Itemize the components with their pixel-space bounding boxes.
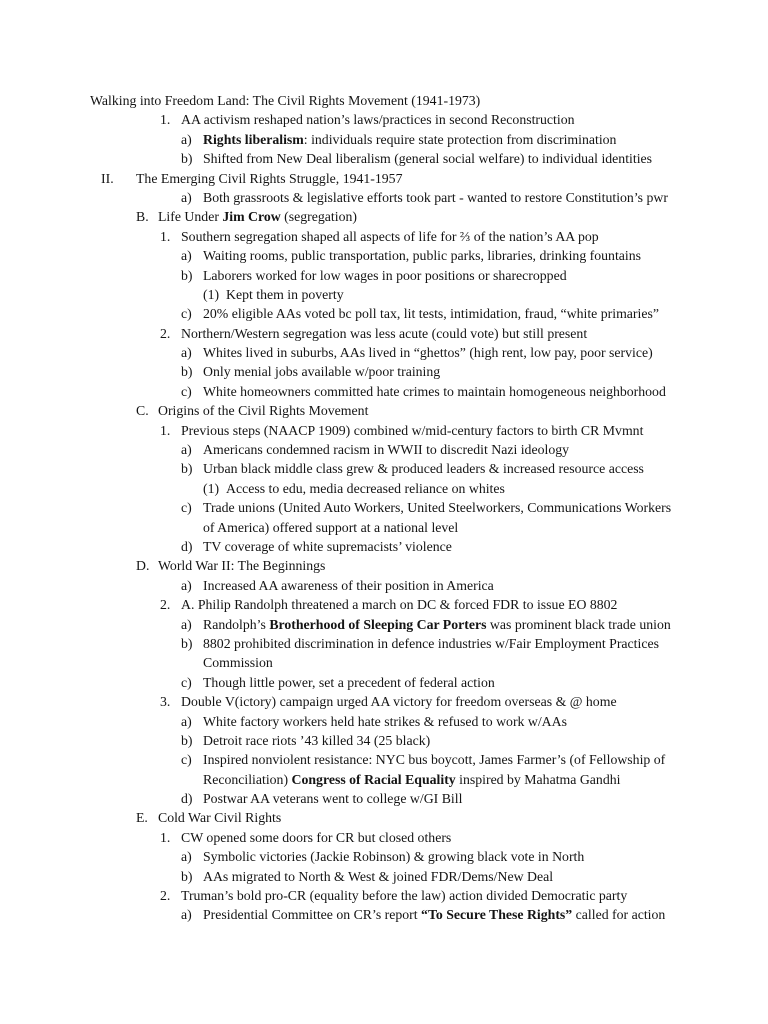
item-text: Both grassroots & legislative efforts took part - wanted to restore Constitution’s pwr — [203, 189, 668, 205]
outline-item — [0, 285, 768, 304]
item-marker: E. — [136, 810, 148, 826]
item-marker: d) — [181, 538, 193, 554]
item-marker: 1. — [160, 422, 171, 438]
item-marker: c) — [181, 500, 192, 516]
outline-item — [0, 867, 768, 886]
item-marker: a) — [181, 713, 192, 729]
item-marker: D. — [136, 558, 150, 574]
item-marker: 2. — [160, 325, 171, 341]
item-text: Urban black middle class grew & produced leaders & increased resource access — [203, 461, 644, 477]
item-marker: b) — [181, 151, 193, 167]
item-marker: c) — [181, 383, 192, 399]
outline-item — [0, 110, 768, 129]
item-marker: 2. — [160, 888, 171, 904]
item-marker: C. — [136, 403, 149, 419]
item-text-rest: was prominent black trade union — [486, 616, 671, 632]
item-text: Commission — [203, 655, 273, 671]
item-text-lead: Presidential Committee on CR’s report — [203, 907, 422, 923]
outline-item — [0, 692, 768, 711]
outline-item — [0, 905, 768, 924]
item-marker: c) — [181, 752, 192, 768]
item-text: Previous steps (NAACP 1909) combined w/mid-century factors to birth CR Mvmnt — [181, 422, 644, 438]
document-title-row — [0, 91, 768, 110]
subsection-heading: Origins of the Civil Rights Movement — [158, 403, 369, 419]
item-text — [203, 615, 671, 634]
item-marker: b) — [181, 461, 193, 477]
outline-item — [0, 421, 768, 440]
item-marker: b) — [181, 364, 193, 380]
item-text-rest: inspired by Mahatma Gandhi — [455, 771, 621, 787]
item-text-rest: (segregation) — [280, 209, 357, 225]
outline-item — [0, 188, 768, 207]
item-marker: c) — [181, 306, 192, 322]
item-text: Truman’s bold pro-CR (equality before the law) action divided Democratic party — [181, 888, 628, 904]
subsection-heading — [158, 207, 357, 226]
outline-item — [0, 595, 768, 614]
outline-item — [0, 886, 768, 905]
outline-item — [0, 847, 768, 866]
item-text-lead: Randolph’s — [203, 616, 270, 632]
outline-item — [0, 362, 768, 381]
document-title: Walking into Freedom Land: The Civil Rights Movement (1941-1973) — [90, 93, 481, 108]
outline-item — [0, 440, 768, 459]
outline-item — [0, 246, 768, 265]
item-text: Shifted from New Deal liberalism (general social welfare) to individual identities — [203, 151, 653, 167]
outline-item — [0, 343, 768, 362]
item-text: Americans condemned racism in WWII to discredit Nazi ideology — [203, 442, 570, 458]
item-marker: a) — [181, 849, 192, 865]
outline-item — [0, 207, 768, 226]
item-marker: d) — [181, 791, 193, 807]
item-text-rest: : individuals require state protection from discrimination — [303, 131, 617, 147]
item-marker: a) — [181, 616, 192, 632]
outline-item — [0, 227, 768, 246]
item-marker: a) — [181, 248, 192, 264]
item-text: White homeowners committed hate crimes to maintain homogeneous neighborhood — [203, 383, 666, 399]
item-text — [203, 130, 616, 149]
outline — [0, 91, 768, 925]
item-marker: a) — [181, 131, 192, 147]
outline-item — [0, 808, 768, 827]
item-marker: 2. — [160, 597, 171, 613]
outline-item — [0, 401, 768, 420]
outline-item — [0, 789, 768, 808]
outline-item — [0, 673, 768, 692]
item-text — [203, 905, 665, 924]
item-marker: b) — [181, 267, 193, 283]
item-text: Only menial jobs available w/poor training — [203, 364, 441, 380]
subsection-heading: Cold War Civil Rights — [158, 810, 282, 826]
item-text: Inspired nonviolent resistance: NYC bus boycott, James Farmer’s (of Fellowship of — [203, 752, 666, 768]
item-marker: (1) — [203, 480, 220, 496]
item-marker: b) — [181, 868, 193, 884]
item-text: 8802 prohibited discrimination in defence industries w/Fair Employment Practices — [203, 635, 659, 651]
item-marker: a) — [181, 345, 192, 361]
item-text: Northern/Western segregation was less acute (could vote) but still present — [181, 325, 588, 341]
item-marker: b) — [181, 732, 193, 748]
outline-item — [0, 324, 768, 343]
item-text: Detroit race riots ’43 killed 34 (25 black) — [203, 732, 431, 748]
item-text-lead: Life Under — [158, 209, 223, 225]
subsection-heading: World War II: The Beginnings — [158, 558, 326, 574]
item-marker: b) — [181, 635, 193, 651]
item-text: of America) offered support at a national level — [203, 519, 459, 535]
bold-term: Rights liberalism — [203, 131, 304, 147]
outline-item — [0, 712, 768, 731]
outline-item — [0, 556, 768, 575]
item-text: TV coverage of white supremacists’ violence — [203, 538, 452, 554]
item-marker: 3. — [160, 694, 171, 710]
item-marker: B. — [136, 209, 149, 225]
item-text: Access to edu, media decreased reliance on whites — [226, 480, 505, 496]
outline-item-continuation — [0, 653, 768, 672]
outline-item — [0, 750, 768, 769]
item-marker: c) — [181, 674, 192, 690]
bold-term: “To Secure These Rights” — [421, 907, 573, 923]
item-text: Kept them in poverty — [226, 286, 344, 302]
outline-item — [0, 304, 768, 323]
outline-item — [0, 537, 768, 556]
item-marker: 1. — [160, 829, 171, 845]
outline-item — [0, 479, 768, 498]
bold-term: Congress of Racial Equality — [291, 771, 456, 787]
item-text: Waiting rooms, public transportation, public parks, libraries, drinking fountains — [203, 248, 642, 264]
outline-item — [0, 828, 768, 847]
item-text: Double V(ictory) campaign urged AA victory for freedom overseas & @ home — [181, 694, 617, 710]
item-marker: a) — [181, 907, 192, 923]
item-text: A. Philip Randolph threatened a march on DC & forced FDR to issue EO 8802 — [181, 597, 618, 613]
item-text: Whites lived in suburbs, AAs lived in “ghettos” (high rent, low pay, poor service) — [203, 345, 653, 361]
outline-item — [0, 731, 768, 750]
item-text-rest: called for action — [572, 907, 666, 923]
item-marker: a) — [181, 577, 192, 593]
outline-item — [0, 149, 768, 168]
outline-item — [0, 498, 768, 517]
item-text-lead: Reconciliation) — [203, 771, 292, 787]
item-text: Postwar AA veterans went to college w/GI Bill — [203, 791, 463, 807]
item-text — [203, 770, 620, 789]
item-text: Southern segregation shaped all aspects of life for ⅔ of the nation’s AA pop — [181, 228, 599, 244]
item-text: White factory workers held hate strikes & refused to work w/AAs — [203, 713, 567, 729]
item-text: Though little power, set a precedent of federal action — [203, 674, 495, 690]
outline-item — [0, 576, 768, 595]
item-marker: II. — [101, 170, 114, 186]
item-text: Trade unions (United Auto Workers, United Steelworkers, Communications Workers — [203, 500, 672, 516]
outline-item — [0, 634, 768, 653]
item-text: Laborers worked for low wages in poor positions or sharecropped — [203, 267, 567, 283]
item-text: Symbolic victories (Jackie Robinson) & growing black vote in North — [203, 849, 585, 865]
item-text: AA activism reshaped nation’s laws/practices in second Reconstruction — [181, 112, 575, 128]
outline-item-continuation — [0, 770, 768, 789]
item-marker: 1. — [160, 228, 171, 244]
outline-item — [0, 459, 768, 478]
outline-item — [0, 615, 768, 634]
outline-item — [0, 266, 768, 285]
item-text: Increased AA awareness of their position in America — [203, 577, 494, 593]
bold-term: Jim Crow — [222, 209, 281, 225]
outline-item — [0, 169, 768, 188]
outline-item — [0, 382, 768, 401]
outline-item — [0, 130, 768, 149]
item-marker: (1) — [203, 286, 220, 302]
bold-term: Brotherhood of Sleeping Car Porters — [269, 616, 487, 632]
item-text: 20% eligible AAs voted bc poll tax, lit tests, intimidation, fraud, “white primaries” — [203, 306, 659, 322]
item-marker: a) — [181, 442, 192, 458]
section-heading: The Emerging Civil Rights Struggle, 1941-1957 — [136, 170, 403, 186]
item-text: CW opened some doors for CR but closed others — [181, 829, 452, 845]
outline-item-continuation — [0, 518, 768, 537]
item-marker: a) — [181, 189, 192, 205]
item-text: AAs migrated to North & West & joined FDR/Dems/New Deal — [203, 868, 554, 884]
item-marker: 1. — [160, 112, 171, 128]
